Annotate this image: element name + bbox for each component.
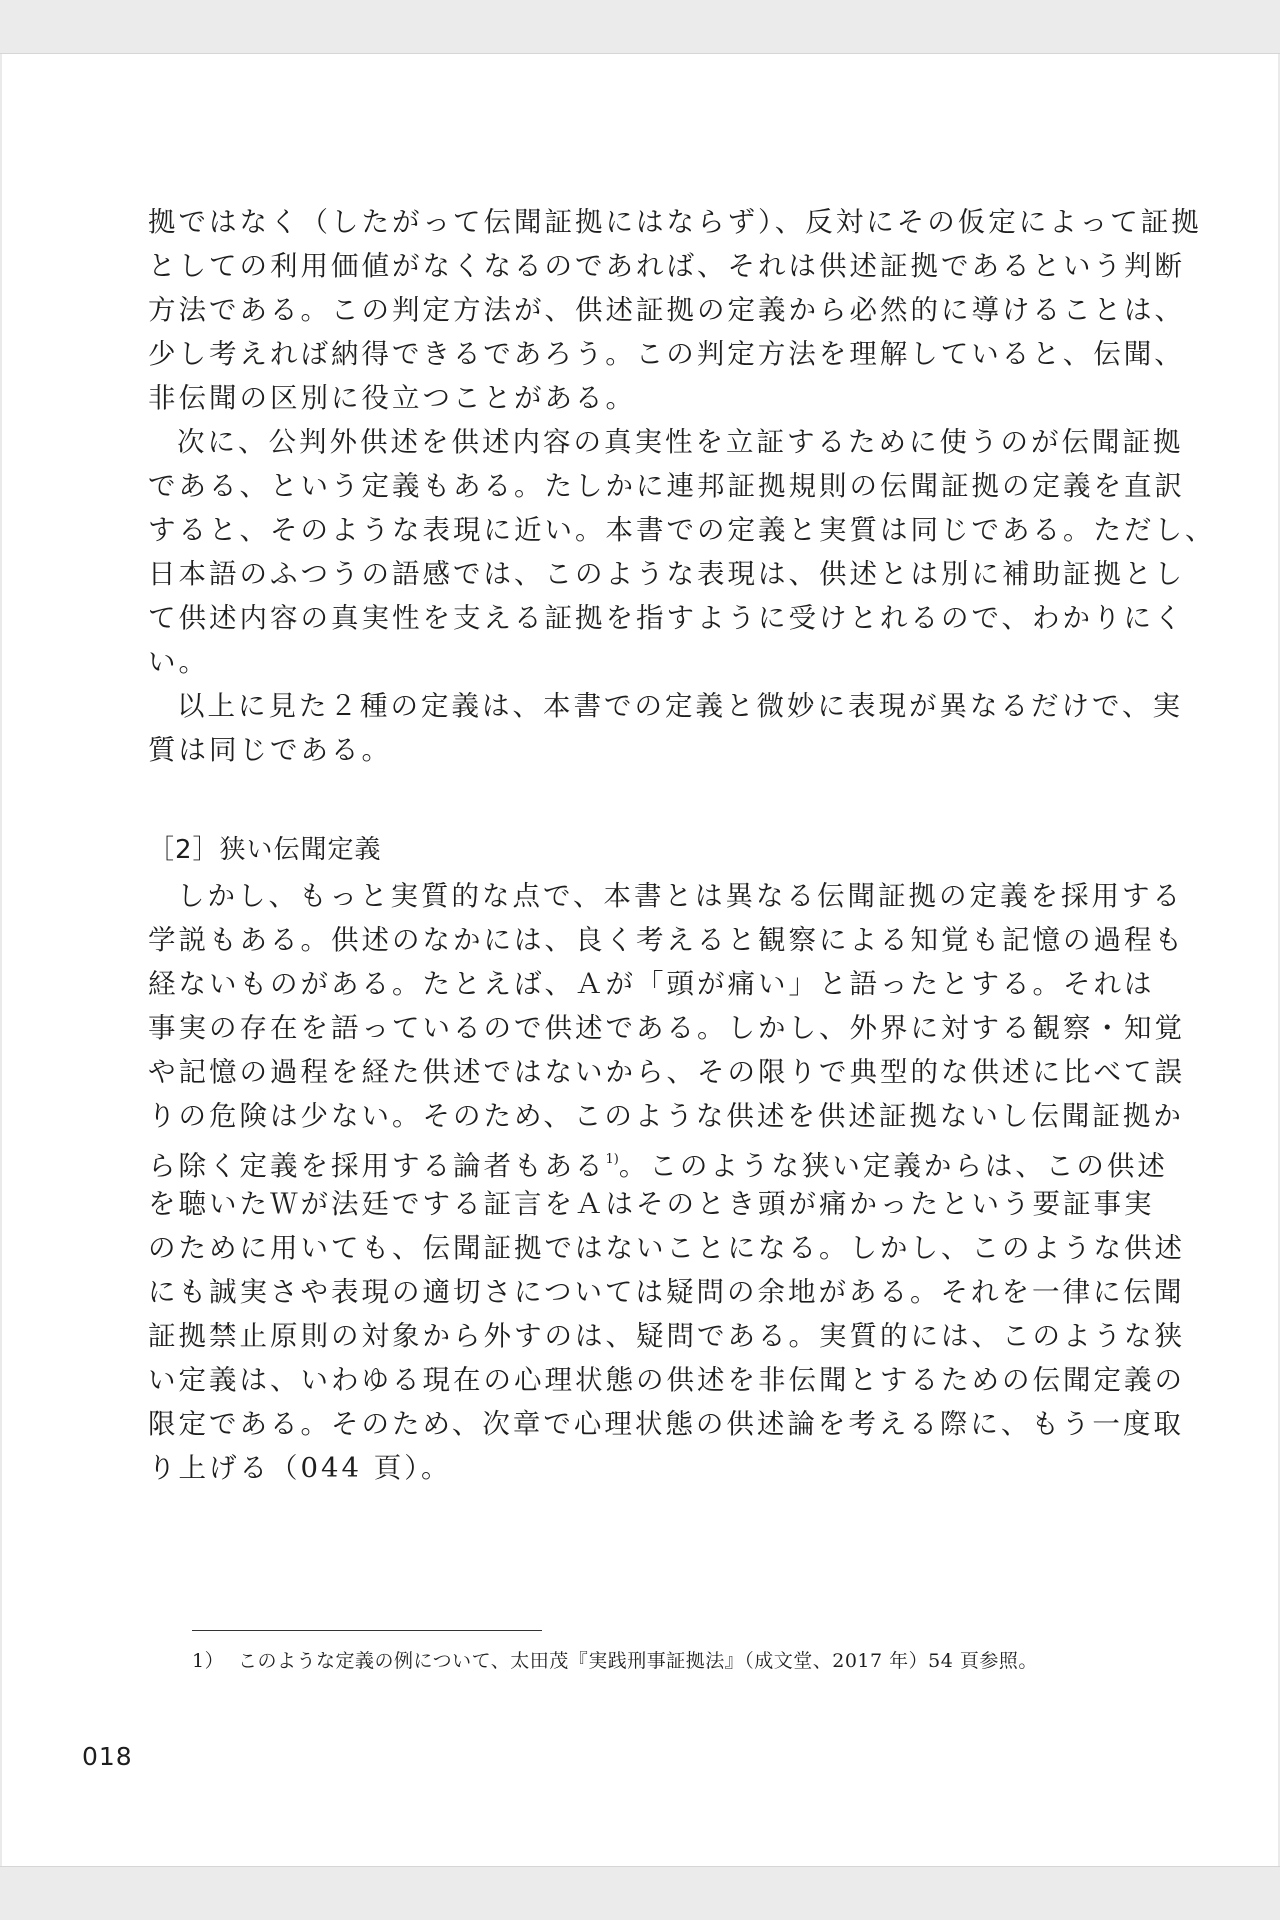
text-line: 経ないものがある。たとえば、Ａが「頭が痛い」と語ったとする。それは [148,968,1155,1000]
text-line: を聴いたＷが法廷でする証言をＡはそのとき頭が痛かったという要証事実 [148,1188,1155,1220]
text-line: 非伝聞の区別に役立つことがある。 [148,382,636,414]
text-line: 少し考えれば納得できるであろう。この判定方法を理解していると、伝聞、 [148,338,1185,370]
text-line: 質は同じである。 [148,734,392,766]
text-line: 拠ではなく（したがって伝聞証拠にはならず）、反対にその仮定によって証拠 [148,206,1202,238]
text-line: としての利用価値がなくなるのであれば、それは供述証拠であるという判断 [148,250,1185,282]
text-line: り上げる（044 頁）。 [148,1452,452,1484]
text-line: しかし、もっと実質的な点で、本書とは異なる伝聞証拠の定義を採用する [177,880,1183,912]
text-line: 学説もある。供述のなかには、良く考えると観察による知覚も記憶の過程も [148,924,1185,956]
text-line: のために用いても、伝聞証拠ではないことになる。しかし、このような供述 [148,1232,1185,1264]
section-heading: ［2］狭い伝聞定義 [148,835,382,865]
footnote [192,1646,1038,1676]
text-line: 限定である。そのため、次章で心理状態の供述論を考える際に、もう一度取 [148,1408,1184,1440]
text-line: 次に、公判外供述を供述内容の真実性を立証するために使うのが伝聞証拠 [177,426,1184,458]
footnote-reference[interactable]: 1) [605,1152,619,1167]
text-line: や記憶の過程を経た供述ではないから、その限りで典型的な供述に比べて誤 [148,1056,1185,1088]
text-line: 事実の存在を語っているので供述である。しかし、外界に対する観察・知覚 [148,1012,1185,1044]
text-line: 方法である。この判定方法が、供述証拠の定義から必然的に導けることは、 [148,294,1185,326]
text-line: りの危険は少ない。そのため、このような供述を供述証拠ないし伝聞証拠か [148,1100,1184,1132]
book-page [2,54,1278,1866]
text-line-with-footnote-ref [148,1140,1168,1180]
viewer-top-bar [0,0,1280,54]
footnote-text: このような定義の例について、太田茂『実践刑事証拠法』（成文堂、2017 年）54 頁参照。 [238,1650,1038,1672]
viewer-bottom-bar [0,1866,1280,1920]
text-line: にも誠実さや表現の適切さについては疑問の余地がある。それを一律に伝聞 [148,1276,1185,1308]
text-segment: 。このような狭い定義からは、この供述 [618,1150,1168,1182]
footnote-divider [192,1630,542,1631]
text-line: い。 [148,646,209,678]
text-line: である、という定義もある。たしかに連邦証拠規則の伝聞証拠の定義を直訳 [148,470,1185,502]
text-segment: ら除く定義を採用する論者もある [148,1150,606,1182]
footnote-number: 1） [192,1650,225,1672]
text-line: 日本語のふつうの語感では、このような表現は、供述とは別に補助証拠とし [148,558,1185,590]
text-line: 証拠禁止原則の対象から外すのは、疑問である。実質的には、このような狭 [148,1320,1185,1352]
text-line: 以上に見た２種の定義は、本書での定義と微妙に表現が異なるだけで、実 [177,690,1183,722]
text-line: て供述内容の真実性を支える証拠を指すように受けとれるので、わかりにく [148,602,1185,634]
page-number: 018 [82,1742,133,1771]
text-line: い定義は、いわゆる現在の心理状態の供述を非伝聞とするための伝聞定義の [148,1364,1185,1396]
text-line: すると、そのような表現に近い。本書での定義と実質は同じである。ただし、 [148,514,1216,546]
